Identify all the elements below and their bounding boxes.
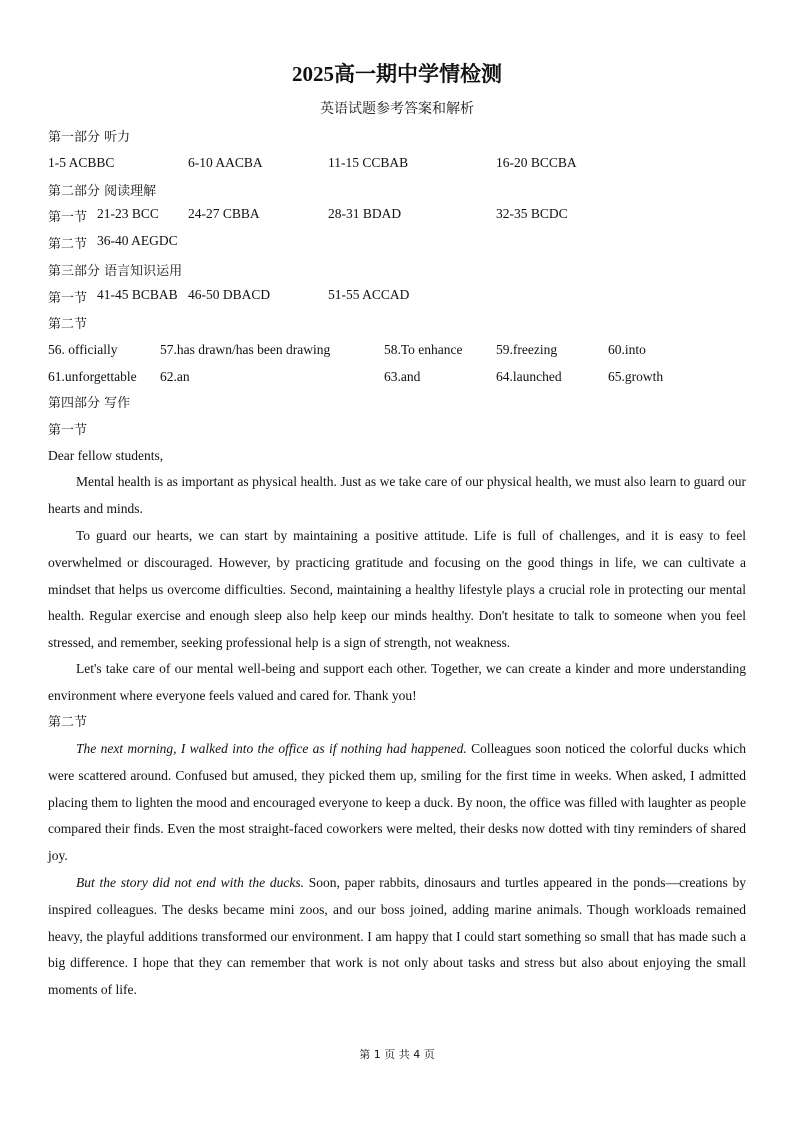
- answer-item: 60.into: [608, 342, 646, 357]
- part4-section2-label: 第二节: [48, 715, 88, 730]
- answer-group: 11-15 CCBAB: [328, 155, 409, 170]
- part2-section2-label: 第二节: [48, 237, 88, 252]
- answer-item: 58.To enhance: [384, 342, 463, 357]
- answer-group: 41-45 BCBAB: [97, 287, 178, 302]
- continuation-paragraph: [48, 736, 746, 870]
- part3-section1-label: 第一节: [48, 291, 88, 306]
- answer-item: 59.freezing: [496, 342, 558, 357]
- part4-heading: 第四部分 写作: [48, 396, 131, 411]
- essay-paragraph: To guard our hearts, we can start by maintaining a positive attitude. Life is full of challenges, and it is easy to feel overwhelmed or discouraged. However, by practicing gratitude and focusing on the good things in life, we can cultivate a mindset that helps us overcome difficulties. Second, maintaining a healthy lifestyle plays a crucial role in protecting our mental health. Regular exercise and enough sleep also help keep our minds healthy. Don't hesitate to talk to someone when you feel stressed, and remember, seeking professional help is a sign of strength, not weakness.: [48, 528, 746, 651]
- answer-item: 56. officially: [48, 342, 118, 357]
- continuation-paragraph: [48, 870, 746, 1004]
- answer-group: 36-40 AEGDC: [97, 233, 178, 248]
- answer-group: 28-31 BDAD: [328, 206, 402, 221]
- answer-item: 62.an: [160, 369, 190, 384]
- answer-group: 6-10 AACBA: [188, 155, 263, 170]
- answer-item: 65.growth: [608, 369, 664, 384]
- essay-paragraph: Let's take care of our mental well-being and support each other. Together, we can create a kinder and more understanding environment where everyone feels valued and cared for. Thank you!: [48, 661, 746, 703]
- paragraph-body: Colleagues soon noticed the colorful ducks which were scattered around. Confused but amused, they picked them up, smiling for the first time in weeks. When asked, I admitted placing them to lighten the mood and encouraged everyone to keep a duck. By noon, the office was filled with laughter as people compared their finds. Even the most straight-faced coworkers were melted, their desks now dotted with tiny reminders of shared joy.: [48, 741, 746, 864]
- page-subtitle: 英语试题参考答案和解析: [320, 101, 474, 117]
- part1-heading: 第一部分 听力: [48, 130, 131, 145]
- page-title: 2025高一期中学情检测: [292, 62, 502, 86]
- answer-group: 24-27 CBBA: [188, 206, 260, 221]
- answer-group: 16-20 BCCBA: [496, 155, 577, 170]
- answer-item: 63.and: [384, 369, 421, 384]
- essay-salutation: Dear fellow students,: [48, 448, 164, 463]
- answer-group: 1-5 ACBBC: [48, 155, 115, 170]
- paragraph-lead-sentence: But the story did not end with the ducks.: [76, 875, 304, 890]
- part3-heading: 第三部分 语言知识运用: [48, 264, 183, 279]
- answer-item: 61.unforgettable: [48, 369, 137, 384]
- part2-section1-label: 第一节: [48, 210, 88, 225]
- part2-heading: 第二部分 阅读理解: [48, 184, 157, 199]
- answer-group: 51-55 ACCAD: [328, 287, 410, 302]
- answer-group: 32-35 BCDC: [496, 206, 568, 221]
- essay-paragraph: Mental health is as important as physical health. Just as we take care of our physical health, we must also learn to guard our hearts and minds.: [48, 474, 746, 516]
- answer-group: 21-23 BCC: [97, 206, 159, 221]
- answer-group: 46-50 DBACD: [188, 287, 271, 302]
- paragraph-lead-sentence: The next morning, I walked into the office as if nothing had happened.: [76, 741, 467, 756]
- answer-item: 64.launched: [496, 369, 562, 384]
- answer-item: 57.has drawn/has been drawing: [160, 342, 331, 357]
- part4-section1-label: 第一节: [48, 423, 88, 438]
- page-number: 第 1 页 共 4 页: [359, 1048, 435, 1061]
- part3-section2-label: 第二节: [48, 317, 88, 332]
- paragraph-body: Soon, paper rabbits, dinosaurs and turtles appeared in the ponds—creations by inspired colleagues. The desks became mini zoos, and our boss joined, adding marine animals. Though workloads remained heavy, the playful additions transformed our environment. I am happy that I could start something so small that has made such a big difference. I hope that they can remember that work is not only about tasks and stress but also about enjoying the small moments of life.: [48, 875, 746, 998]
